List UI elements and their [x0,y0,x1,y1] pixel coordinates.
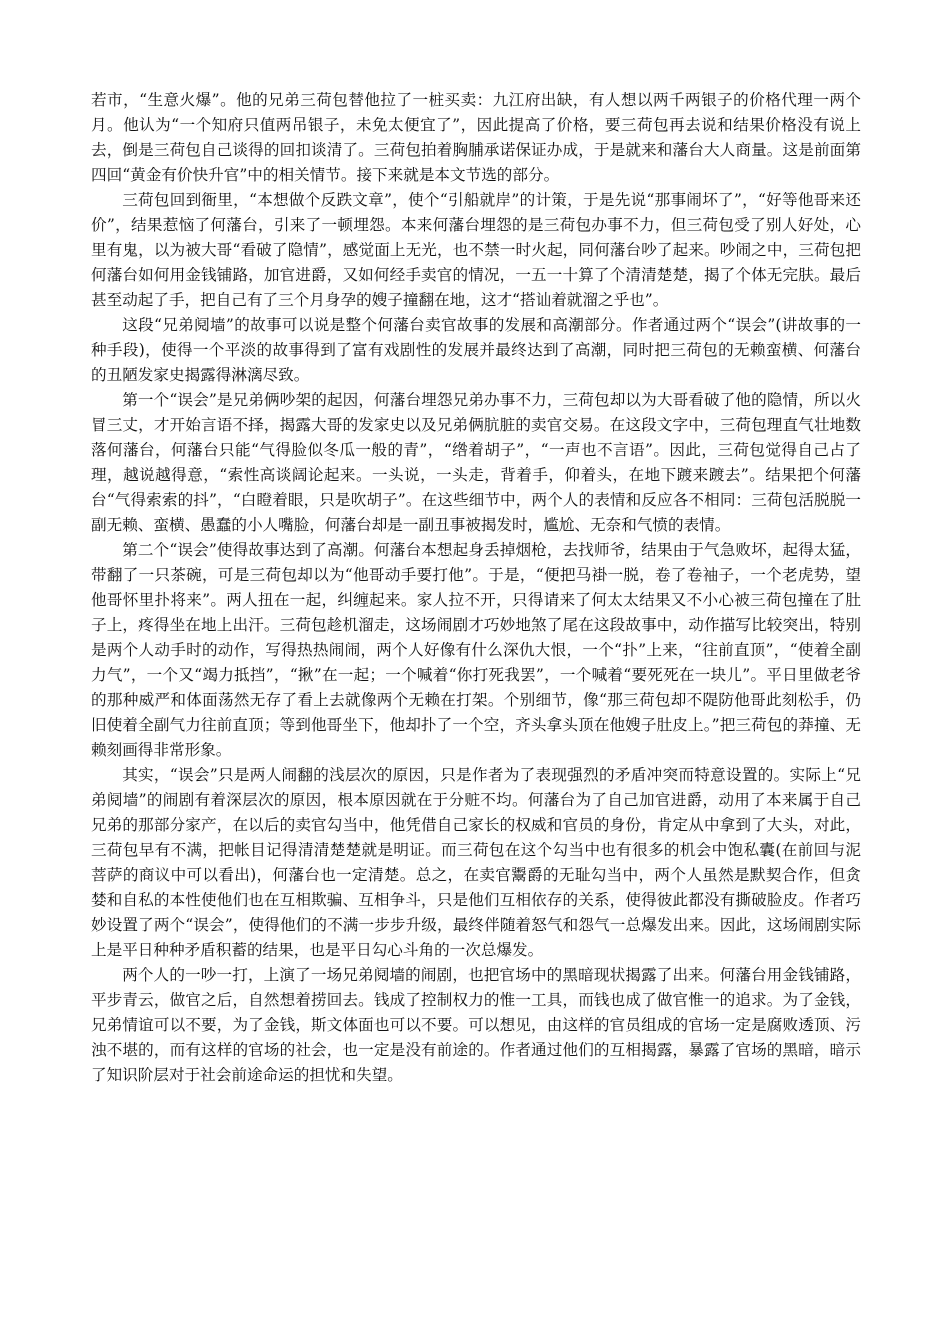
paragraph-3: 这段“兄弟阋墙”的故事可以说是整个何藩台卖官故事的发展和高潮部分。作者通过两个“误会”(讲故事的一种手段)，使得一个平淡的故事得到了富有戏剧性的发展并最终达到了高潮，同时把三荷包的无赖蛮横、何藩台的丑陋发家史揭露得淋漓尽致。 [91,316,861,384]
paragraph-2: 三荷包回到衙里，“本想做个反跌文章”，使个“引船就岸”的计策，于是先说“那事闹坏了”，“好等他哥来还价”，结果惹恼了何藩台，引来了一顿埋怨。本来何藩台埋怨的是三荷包办事不力，但三荷包受了别人好处，心里有鬼，以为被大哥“看破了隐情”，感觉面上无光，也不禁一时火起，同何藩台吵了起来。吵闹之中，三荷包把何藩台如何用金钱铺路，加官进爵，又如何经手卖官的情况，一五一十算了个清清楚楚，揭了个体无完肤。最后甚至动起了手，把自己有了三个月身孕的嫂子撞翻在地，这才“搭讪着就溜之乎也”。 [91,191,861,309]
paragraph-1: 若市，“生意火爆”。他的兄弟三荷包替他拉了一桩买卖：九江府出缺，有人想以两千两银子的价格代理一两个月。他认为“一个知府只值两吊银子，未免太便宜了”，因此提高了价格，要三荷包再去说和结果价格没有说上去，倒是三荷包自己谈得的回扣谈清了。三荷包拍着胸脯承诺保证办成，于是就来和藩台大人商量。这是前面第四回“黄金有价快升官”中的相关情节。接下来就是本文节选的部分。 [91,91,861,184]
paragraph-4: 第一个“误会”是兄弟俩吵架的起因，何藩台埋怨兄弟办事不力，三荷包却以为大哥看破了他的隐情，所以火冒三丈，才开始言语不择，揭露大哥的发家史以及兄弟俩肮脏的卖官交易。在这段文字中，三荷包理直气壮地数落何藩台，何藩台只能“气得脸似冬瓜一般的青”，“绺着胡子”，“一声也不言语”。因此，三荷包觉得自己占了理，越说越得意，“索性高谈阔论起来。一头说，一头走，背着手，仰着头，在地下踱来踱去”。结果把个何藩台“气得索索的抖”，“白瞪着眼，只是吹胡子”。在这些细节中，两个人的表情和反应各不相同：三荷包活脱脱一副无赖、蛮横、愚蠢的小人嘴脸，何藩台却是一副丑事被揭发时，尴尬、无奈和气愤的表情。 [91,391,861,534]
document-page [91,88,861,1088]
paragraph-5: 第二个“误会”使得故事达到了高潮。何藩台本想起身丢掉烟枪，去找师爷，结果由于气急败坏，起得太猛，带翻了一只茶碗，可是三荷包却以为“他哥动手要打他”。于是，“便把马褂一脱，卷了卷袖子，一个老虎势，望他哥怀里扑将来”。两人扭在一起，纠缠起来。家人拉不开，只得请来了何太太结果又不小心被三荷包撞在了肚子上，疼得坐在地上出汗。三荷包趁机溜走，这场闹剧才巧妙地煞了尾在这段故事中，动作描写比较突出，特别是两个人动手时的动作，写得热热闹闹，两个人好像有什么深仇大恨，一个“扑”上来，“往前直顶”，“使着全副力气”，一个又“竭力抵挡”，“揪”在一起；一个喊着“你打死我罢”，一个喊着“要死死在一块儿”。平日里做老爷的那种威严和体面荡然无存了看上去就像两个无赖在打架。个别细节，像“那三荷包却不隄防他哥此刻松手，仍旧使着全副气力往前直顶；等到他哥坐下，他却扑了一个空，齐头拿头顶在他嫂子肚皮上。”把三荷包的莽撞、无赖刻画得非常形象。 [91,541,861,759]
paragraph-6: 其实，“误会”只是两人闹翻的浅层次的原因，只是作者为了表现强烈的矛盾冲突而特意设置的。实际上“兄弟阋墙”的闹剧有着深层次的原因，根本原因就在于分赃不均。何藩台为了自己加官进爵，动用了本来属于自己兄弟的那部分家产，在以后的卖官勾当中，他凭借自己家长的权威和官员的身份，肯定从中拿到了大头，对此，三荷包早有不满，把帐目记得清清楚楚就是明证。而三荷包在这个勾当中也有很多的机会中饱私囊(在前回与泥菩萨的商议中可以看出)，何藩台也一定清楚。总之，在卖官鬻爵的无耻勾当中，两个人虽然是默契合作，但贪婪和自私的本性使他们也在互相欺骗、互相争斗，只是他们互相依存的关系，使得彼此都没有撕破脸皮。作者巧妙设置了两个“误会”，使得他们的不满一步步升级，最终伴随着怒气和怨气一总爆发出来。因此，这场闹剧实际上是平日种种矛盾积蓄的结果，也是平日勾心斗角的一次总爆发。 [91,766,861,959]
paragraph-7: 两个人的一吵一打，上演了一场兄弟阋墙的闹剧，也把官场中的黑暗现状揭露了出来。何藩台用金钱铺路，平步青云，做官之后，自然想着捞回去。钱成了控制权力的惟一工具，而钱也成了做官惟一的追求。为了金钱，兄弟情谊可以不要，为了金钱，斯文体面也可以不要。可以想见，由这样的官员组成的官场一定是腐败透顶、污浊不堪的，而有这样的官场的社会，也一定是没有前途的。作者通过他们的互相揭露，暴露了官场的黑暗，暗示了知识阶层对于社会前途命运的担忧和失望。 [91,966,861,1084]
